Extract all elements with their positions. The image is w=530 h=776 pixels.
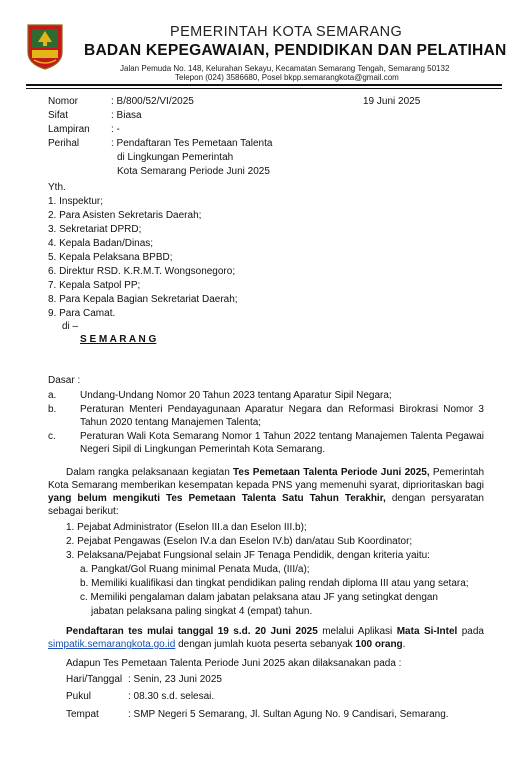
intro-paragraph: Dalam rangka pelaksanaan kegiatan Tes Pemetaan Talenta Periode Juni 2025, Pemerintah Kota Semarang memberikan kesempatan kepada PNS yang memenuhi syarat, diprioritaskan bagi yang belum mengikuti Tes Pemetaan Talenta Satu Tahun Terakhir, dengan persyaratan sebagai berikut: — [48, 467, 485, 517]
app-name: Mata Si-Intel — [396, 626, 458, 637]
dasar-b-marker: b. — [48, 404, 57, 415]
perihal-label: Perihal — [48, 138, 80, 149]
requirement-item: 3. Pelaksana/Pejabat Fungsional selain JF Tenaga Pendidik, dengan kriteria yaitu: — [66, 550, 430, 561]
perihal-line-1: : Pendaftaran Tes Pemetaan Talenta — [111, 138, 273, 149]
yth-label: Yth. — [48, 182, 66, 193]
dasar-c-text: Peraturan Wali Kota Semarang Nomor 1 Tahun 2022 tentang Manajemen Talenta Pegawai Negeri Sipil di Lingkungan Pemerintah Kota Semarang. — [80, 431, 484, 455]
letterhead-rule — [26, 84, 502, 86]
letter-date: 19 Juni 2025 — [363, 96, 421, 107]
recipient-item: 6. Direktur RSD. K.R.M.T. Wongsonegoro; — [48, 266, 236, 277]
recipient-item: 5. Kepala Pelaksana BPBD; — [48, 252, 173, 263]
criteria-item: a. Pangkat/Gol Ruang minimal Penata Muda, (III/a); — [80, 564, 310, 575]
recipient-city: S E M A R A N G — [80, 334, 157, 345]
intro-priority: yang belum mengikuti Tes Pemetaan Talenta Satu Tahun Terakhir, — [48, 493, 386, 504]
lampiran-label: Lampiran — [48, 124, 90, 135]
criteria-item-continued: jabatan pelaksana paling singkat 4 (empat) tahun. — [91, 606, 313, 617]
registration-dates: Pendaftaran tes mulai tanggal 19 s.d. 20 Juni 2025 — [66, 626, 318, 637]
recipient-item: 9. Para Camat. — [48, 308, 116, 319]
agency-name: BADAN KEPEGAWAIAN, PENDIDIKAN DAN PELATIHAN — [84, 42, 507, 59]
recipient-item: 4. Kepala Badan/Dinas; — [48, 238, 154, 249]
place-label: Tempat — [66, 709, 99, 720]
criteria-item: c. Memiliki pengalaman dalam jabatan pelaksana atau JF yang setingkat dengan — [80, 592, 438, 603]
perihal-line-3: Kota Semarang Periode Juni 2025 — [117, 166, 270, 177]
recipient-item: 3. Sekretariat DPRD; — [48, 224, 142, 235]
sifat-label: Sifat — [48, 110, 69, 121]
dasar-a-text: Undang-Undang Nomor 20 Tahun 2023 tentang Aparatur Sipil Negara; — [80, 390, 392, 401]
agency-address: Jalan Pemuda No. 148, Kelurahan Sekayu, Kecamatan Semarang Tengah, Semarang 50132 — [120, 64, 450, 73]
day-value: : Senin, 23 Juni 2025 — [128, 674, 222, 685]
requirement-item: 1. Pejabat Administrator (Eselon III.a dan Eselon III.b); — [66, 522, 307, 533]
schedule-intro: Adapun Tes Pemetaan Talenta Periode Juni 2025 akan dilaksanakan pada : — [66, 658, 402, 669]
day-label: Hari/Tanggal — [66, 674, 123, 685]
city-coat-of-arms-logo — [26, 22, 64, 70]
letterhead-rule-thin — [26, 88, 502, 89]
government-name: PEMERINTAH KOTA SEMARANG — [170, 24, 403, 40]
dasar-label: Dasar : — [48, 375, 81, 386]
nomor-label: Nomor — [48, 96, 79, 107]
dasar-b-text: Peraturan Menteri Pendayagunaan Aparatur Negara dan Reformasi Birokrasi Nomor 3 Tahun 2020 tentang Manajemen Talenta; — [80, 404, 484, 428]
perihal-line-2: di Lingkungan Pemerintah — [117, 152, 234, 163]
dasar-a-marker: a. — [48, 390, 57, 401]
intro-test-name: Tes Pemetaan Talenta Periode Juni 2025, — [233, 467, 430, 478]
quota: 100 orang — [355, 639, 403, 650]
di-label: di – — [62, 321, 79, 332]
criteria-item: b. Memiliki kualifikasi dan tingkat pendidikan paling rendah diploma III atau yang setara; — [80, 578, 469, 589]
registration-paragraph: Pendaftaran tes mulai tanggal 19 s.d. 20 Juni 2025 melalui Aplikasi Mata Si-Intel pada simpatik.semarangkota.go.id dengan jumlah kuota peserta sebanyak 100 orang. — [48, 626, 484, 650]
requirement-item: 2. Pejabat Pengawas (Eselon IV.a dan Eselon IV.b) dan/atau Sub Koordinator; — [66, 536, 413, 547]
recipient-item: 1. Inspektur; — [48, 196, 104, 207]
recipient-item: 8. Para Kepala Bagian Sekretariat Daerah; — [48, 294, 238, 305]
agency-contact: Telepon (024) 3586680, Posel bkpp.semarangkota@gmail.com — [175, 73, 399, 82]
recipient-item: 2. Para Asisten Sekretaris Daerah; — [48, 210, 202, 221]
nomor-value: : B/800/52/VI/2025 — [111, 96, 194, 107]
registration-link[interactable]: simpatik.semarangkota.go.id — [48, 639, 176, 650]
time-label: Pukul — [66, 691, 92, 702]
sifat-value: : Biasa — [111, 110, 142, 121]
recipient-item: 7. Kepala Satpol PP; — [48, 280, 141, 291]
dasar-c-marker: c. — [48, 431, 56, 442]
lampiran-value: : - — [111, 124, 120, 135]
time-value: : 08.30 s.d. selesai. — [128, 691, 215, 702]
place-value: : SMP Negeri 5 Semarang, Jl. Sultan Agung No. 9 Candisari, Semarang. — [128, 709, 449, 720]
